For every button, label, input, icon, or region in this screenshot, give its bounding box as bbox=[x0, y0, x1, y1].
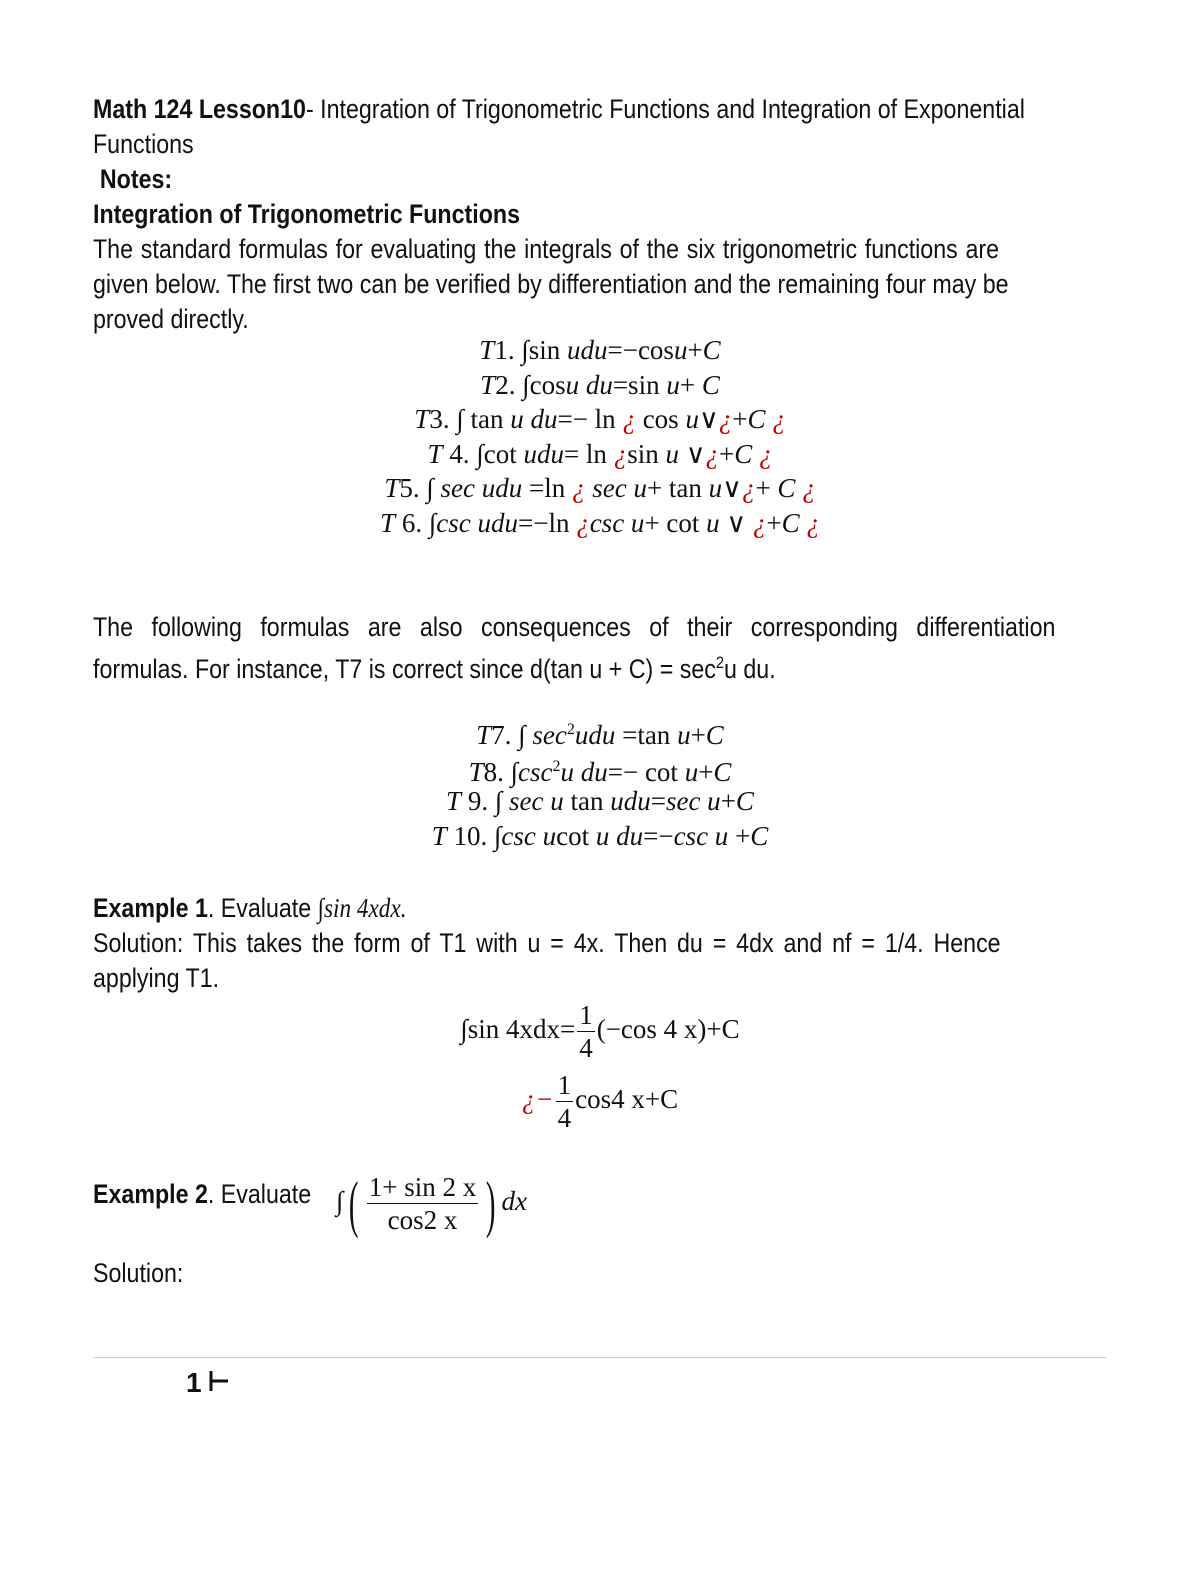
formula-t2: T2. ∫cosu du=sin u+ C bbox=[480, 369, 720, 400]
paragraph-2-line-1: The following formulas are also consequences of their corresponding differentiation bbox=[93, 612, 1056, 642]
example-2-heading: Example 2. Evaluate bbox=[93, 1179, 312, 1210]
formula-t3: T3. ∫ tan u du=− ln ¿ cos u∨¿+C ¿ bbox=[414, 404, 786, 434]
fraction-one-quarter: $\frac{1}{4}$ bbox=[579, 1000, 593, 1063]
formula-t7: T7. ∫ $\sec^2udu =\tan$ u+C bbox=[476, 720, 724, 750]
example-1 bbox=[93, 891, 1105, 996]
notes-label: Notes: bbox=[99, 164, 173, 194]
formula-t8: T8. $\int\csc^2u$ du=− cot u+C bbox=[468, 756, 732, 787]
intro-line-2: given below. The first two can be verified by differentiation and the remaining four may be bbox=[93, 269, 1009, 299]
formula-t4: T 4. ∫cot udu= ln ¿sin u ∨¿+C ¿ bbox=[427, 438, 773, 469]
formula-t5: T5. ∫ sec udu =ln ¿ sec u+ tan u∨¿+ C ¿ bbox=[384, 473, 816, 503]
section-title: Integration of Trigonometric Functions bbox=[93, 199, 520, 229]
formula-t9: T 9. ∫ sec u tan udu=sec u+C bbox=[446, 786, 754, 816]
example-2-fraction: $\frac{1+ \sin 2 x}{\cos 2 x}$ bbox=[368, 1172, 477, 1235]
example-2-integral: ∫( $\frac{1+ \sin 2 x}{\cos 2 x}$ ) dx bbox=[336, 1168, 528, 1239]
course-label: Math 124 Lesson10 bbox=[93, 94, 306, 124]
left-paren: ( bbox=[349, 1168, 359, 1239]
formula-t10: T 10. ∫csc ucot u du=−csc u +C bbox=[431, 820, 769, 851]
example-1-solution-line-1: Solution: This takes the form of T1 with u = 4x. Then du = 4dx and nf = 1/4. Hence bbox=[93, 928, 1001, 958]
title-text: - Integration of Trigonometric Functions and Integration of Exponential bbox=[305, 94, 1025, 124]
paragraph-2 bbox=[93, 610, 1105, 687]
paragraph-2-line-2: formulas. For instance, T7 is correct since d(tan $u + C) = \sec^2u$ du. bbox=[93, 653, 776, 684]
document-title bbox=[93, 92, 1105, 127]
example-1-step-2: ¿− $\frac{1}{4}$ cos4 x+C bbox=[521, 1070, 679, 1133]
page-number: 1 bbox=[186, 1367, 202, 1398]
example-2-solution: Solution: bbox=[93, 1258, 184, 1288]
intro-line-3: proved directly. bbox=[93, 304, 249, 334]
page-marker-icon bbox=[208, 1369, 230, 1393]
footer-divider bbox=[93, 1357, 1106, 1358]
intro-line-1: The standard formulas for evaluating the integrals of the six trigonometric functions are bbox=[93, 234, 1000, 264]
document-title-continued: Functions bbox=[93, 129, 194, 159]
formula-block-2 bbox=[0, 713, 1200, 853]
example-1-heading: Example 1. Evaluate ∫sin 4xdx. bbox=[93, 893, 407, 923]
formula-t6: T 6. ∫csc udu=−ln ¿csc u+ cot u ∨ ¿+C ¿ bbox=[380, 507, 820, 538]
fraction-one-quarter-2: $\frac{1}{4}$ bbox=[557, 1070, 572, 1133]
example-1-solution-line-2: applying T1. bbox=[93, 963, 220, 993]
formula-block-1 bbox=[0, 333, 1200, 540]
example-1-step-1: ∫sin 4xdx= $\frac{1}{4}$ (−cos 4 x)+C bbox=[460, 1000, 740, 1063]
example-1-integral: ∫sin 4xdx. bbox=[317, 893, 407, 923]
right-paren: ) bbox=[486, 1168, 496, 1239]
text-column bbox=[93, 92, 1105, 337]
formula-t1: T1. ∫sin udu=−cosu+C bbox=[479, 335, 721, 365]
